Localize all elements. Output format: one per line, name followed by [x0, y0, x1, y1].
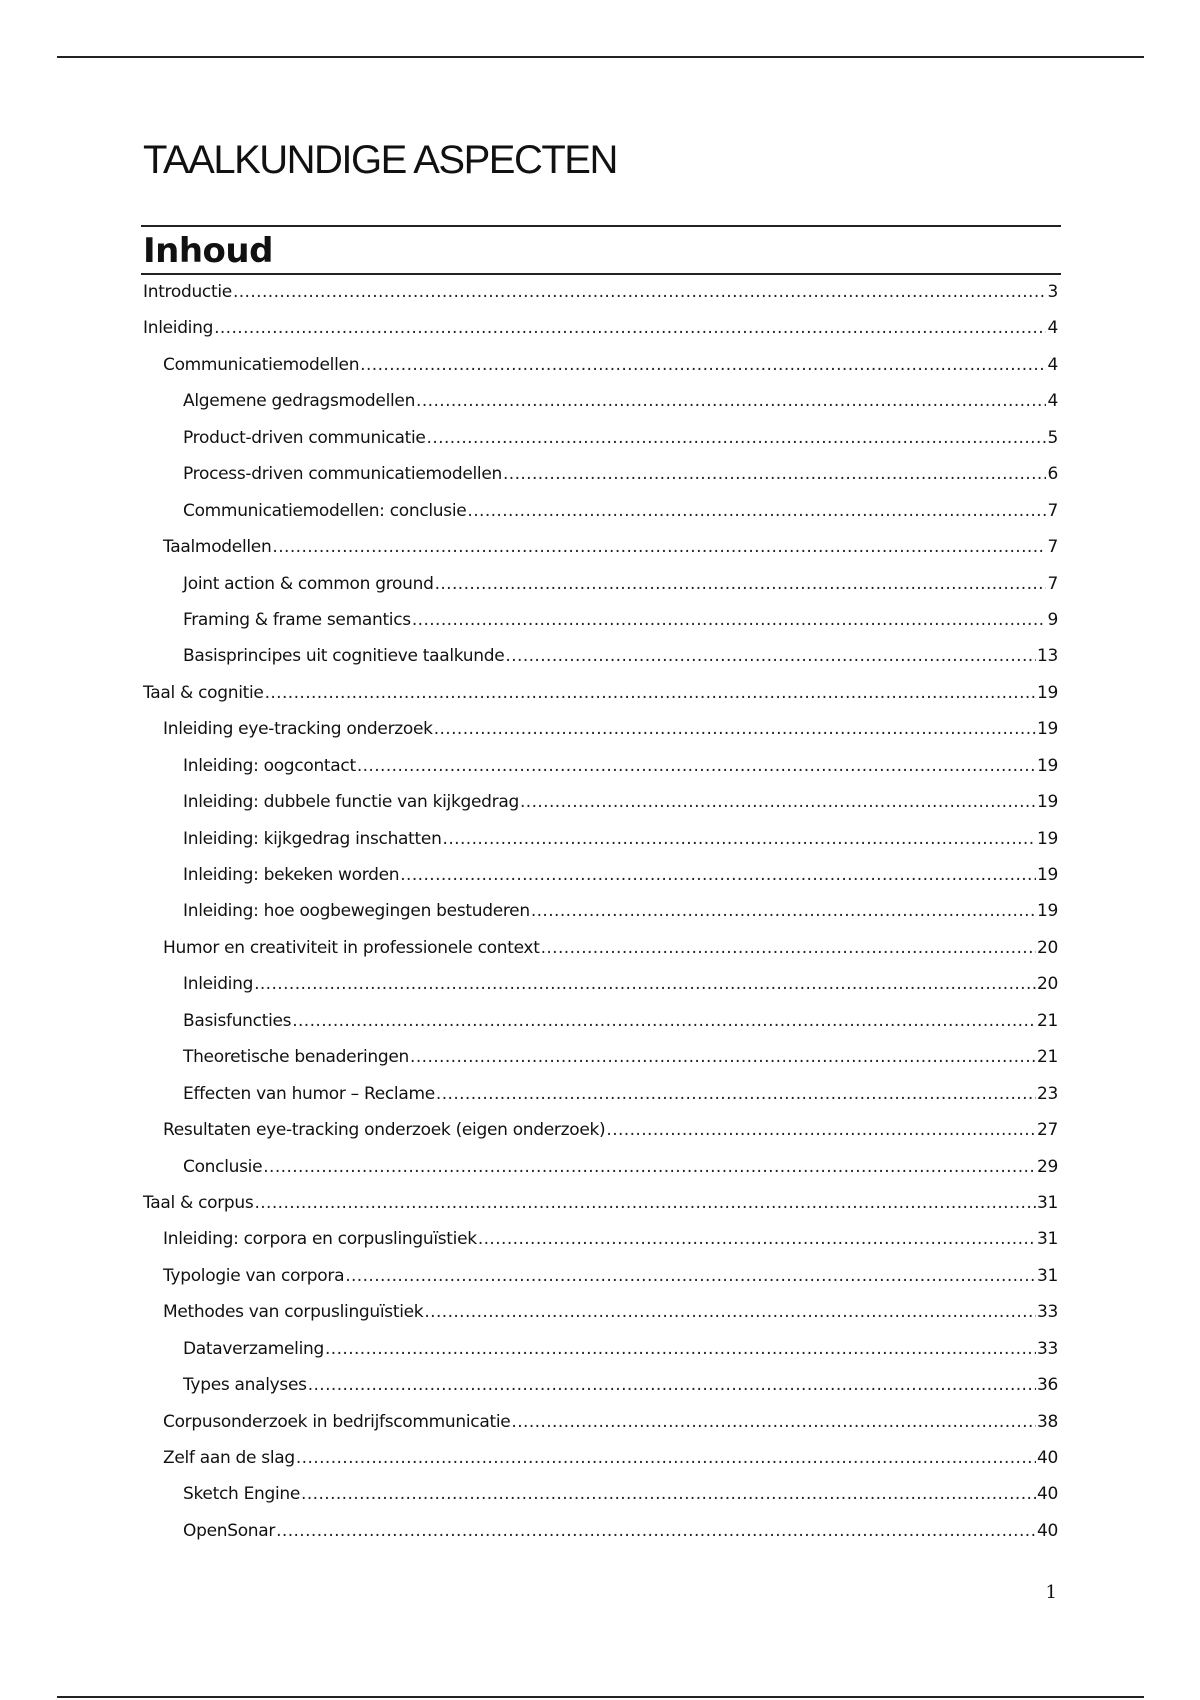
toc-entry-page: 31	[1036, 1192, 1058, 1213]
toc-entry[interactable]	[143, 278, 1058, 314]
toc-dot-leader	[360, 351, 1046, 379]
toc-entry[interactable]	[143, 1080, 1058, 1116]
toc-entry-title: Taal & corpus	[143, 1192, 254, 1213]
toc-entry-title: Inleiding: oogcontact	[183, 755, 356, 776]
toc-entry-title: Inleiding: dubbele functie van kijkgedrag	[183, 792, 519, 813]
toc-dot-leader	[254, 970, 1036, 998]
toc-entry-title: Typologie van corpora	[163, 1265, 345, 1286]
toc-entry-page: 7	[1047, 500, 1058, 521]
toc-entry-page: 4	[1047, 391, 1058, 412]
toc-entry-page: 23	[1036, 1083, 1058, 1104]
toc-dot-leader	[301, 1480, 1036, 1508]
toc-entry[interactable]	[143, 460, 1058, 496]
toc-dot-leader	[263, 1153, 1036, 1181]
page-bottom-rule	[57, 1696, 1144, 1698]
toc-dot-leader	[435, 570, 1047, 598]
toc-entry-title: Inleiding	[143, 318, 214, 339]
toc-dot-leader	[541, 934, 1036, 962]
toc-entry-page: 29	[1036, 1156, 1058, 1177]
toc-entry-title: Conclusie	[183, 1156, 263, 1177]
toc-entry-title: Theoretische benaderingen	[183, 1047, 410, 1068]
toc-entry-title: Humor en creativiteit in professionele context	[163, 937, 540, 958]
toc-entry-title: Communicatiemodellen	[163, 354, 360, 375]
toc-dot-leader	[520, 788, 1036, 816]
toc-dot-leader	[400, 861, 1036, 889]
toc-entry[interactable]	[143, 788, 1058, 824]
toc-entry[interactable]	[143, 1116, 1058, 1152]
toc-entry-title: Corpusonderzoek in bedrijfscommunicatie	[163, 1411, 511, 1432]
toc-entry-page: 7	[1047, 573, 1058, 594]
toc-entry-title: Inleiding	[183, 974, 254, 995]
toc-entry[interactable]	[143, 1298, 1058, 1334]
page-number: 1	[1045, 1582, 1057, 1603]
toc-entry[interactable]	[143, 1517, 1058, 1553]
toc-dot-leader	[434, 715, 1036, 743]
toc-entry-title: Dataverzameling	[183, 1338, 324, 1359]
toc-entry[interactable]	[143, 1043, 1058, 1079]
toc-dot-leader	[272, 533, 1046, 561]
toc-dot-leader	[308, 1371, 1036, 1399]
toc-entry-page: 7	[1047, 537, 1058, 558]
toc-entry-title: Communicatiemodellen: conclusie	[183, 500, 467, 521]
toc-entry-page: 4	[1047, 318, 1058, 339]
toc-entry[interactable]	[143, 497, 1058, 533]
toc-entry-title: Joint action & common ground	[183, 573, 434, 594]
toc-dot-leader	[436, 1080, 1036, 1108]
toc-entry-title: Types analyses	[183, 1375, 307, 1396]
toc-dot-leader	[606, 1116, 1036, 1144]
toc-dot-leader	[505, 642, 1036, 670]
toc-entry[interactable]	[143, 715, 1058, 751]
toc-entry-title: OpenSonar	[183, 1520, 276, 1541]
toc-dot-leader	[357, 752, 1036, 780]
toc-entry[interactable]	[143, 1262, 1058, 1298]
toc-entry-title: Basisprincipes uit cognitieve taalkunde	[183, 646, 505, 667]
toc-entry[interactable]	[143, 533, 1058, 569]
toc-entry-title: Process-driven communicatiemodellen	[183, 464, 502, 485]
toc-entry-page: 19	[1036, 865, 1058, 885]
toc-dot-leader	[254, 1189, 1036, 1217]
toc-entry-page: 3	[1047, 282, 1058, 302]
toc-entry-page: 33	[1036, 1338, 1058, 1359]
toc-dot-leader	[503, 460, 1047, 488]
toc-entry[interactable]	[143, 752, 1058, 788]
toc-entry[interactable]	[143, 1007, 1058, 1043]
toc-entry-title: Resultaten eye-tracking onderzoek (eigen onderzoek)	[163, 1120, 606, 1141]
toc-entry-page: 19	[1036, 755, 1058, 776]
toc-dot-leader	[276, 1517, 1036, 1545]
toc-entry-page: 38	[1036, 1411, 1058, 1432]
toc-entry-page: 21	[1036, 1010, 1058, 1031]
toc-entry-page: 19	[1036, 792, 1058, 813]
toc-entry-title: Inleiding: kijkgedrag inschatten	[183, 828, 442, 849]
toc-entry[interactable]	[143, 679, 1058, 715]
toc-entry-title: Introductie	[143, 282, 232, 302]
toc-entry-title: Inleiding: corpora en corpuslinguïstiek	[163, 1229, 477, 1250]
toc-dot-leader	[325, 1335, 1036, 1363]
toc-entry[interactable]	[143, 934, 1058, 970]
toc-entry-page: 20	[1036, 974, 1058, 995]
toc-entry[interactable]	[143, 970, 1058, 1006]
toc-dot-leader	[424, 1298, 1036, 1326]
toc-entry[interactable]	[143, 1408, 1058, 1444]
toc-dot-leader	[511, 1408, 1036, 1436]
toc-entry-page: 13	[1036, 646, 1058, 667]
table-of-contents	[143, 278, 1058, 1553]
toc-entry-page: 33	[1036, 1302, 1058, 1323]
toc-entry-title: Framing & frame semantics	[183, 609, 411, 630]
toc-dot-leader	[214, 314, 1046, 342]
toc-dot-leader	[345, 1262, 1036, 1290]
toc-entry[interactable]	[143, 1371, 1058, 1407]
toc-entry[interactable]	[143, 424, 1058, 460]
toc-entry[interactable]	[143, 351, 1058, 387]
toc-heading	[141, 225, 1061, 275]
toc-entry[interactable]	[143, 1153, 1058, 1189]
toc-entry-title: Product-driven communicatie	[183, 427, 426, 448]
toc-entry-title: Inleiding: hoe oogbewegingen bestuderen	[183, 901, 530, 922]
toc-entry-title: Inleiding: bekeken worden	[183, 865, 400, 885]
toc-entry[interactable]	[143, 570, 1058, 606]
toc-entry[interactable]	[143, 1480, 1058, 1516]
document-title: TAALKUNDIGE ASPECTEN	[143, 138, 617, 182]
toc-entry[interactable]	[143, 1189, 1058, 1225]
toc-dot-leader	[531, 897, 1036, 925]
toc-entry[interactable]	[143, 1444, 1058, 1480]
toc-entry-page: 31	[1036, 1229, 1058, 1250]
toc-entry-page: 40	[1036, 1448, 1058, 1468]
toc-entry-title: Taal & cognitie	[143, 682, 264, 703]
toc-dot-leader	[265, 679, 1036, 707]
toc-entry[interactable]	[143, 897, 1058, 933]
toc-dot-leader	[296, 1444, 1036, 1472]
toc-entry[interactable]	[143, 606, 1058, 642]
toc-entry-page: 20	[1036, 937, 1058, 958]
toc-dot-leader	[467, 497, 1046, 525]
toc-entry-page: 40	[1036, 1484, 1058, 1505]
toc-dot-leader	[427, 424, 1047, 452]
toc-heading-label: Inhoud	[143, 231, 273, 271]
toc-entry-title: Methodes van corpuslinguïstiek	[163, 1302, 424, 1323]
toc-entry-title: Basisfuncties	[183, 1010, 292, 1031]
toc-entry-title: Taalmodellen	[163, 537, 272, 558]
toc-entry[interactable]	[143, 642, 1058, 678]
toc-entry-title: Sketch Engine	[183, 1484, 301, 1505]
toc-entry[interactable]	[143, 387, 1058, 423]
toc-entry-page: 27	[1036, 1120, 1058, 1141]
toc-entry-page: 5	[1047, 427, 1058, 448]
toc-entry-title: Inleiding eye-tracking onderzoek	[163, 719, 433, 740]
toc-entry-page: 4	[1047, 354, 1058, 375]
toc-entry-page: 40	[1036, 1520, 1058, 1541]
toc-dot-leader	[233, 278, 1047, 306]
toc-entry-page: 6	[1047, 464, 1058, 485]
toc-dot-leader	[478, 1225, 1036, 1253]
toc-entry-title: Algemene gedragsmodellen	[183, 391, 416, 412]
toc-entry-page: 19	[1036, 828, 1058, 849]
toc-entry-page: 21	[1036, 1047, 1058, 1068]
toc-entry-page: 19	[1036, 682, 1058, 703]
toc-entry-title: Effecten van humor – Reclame	[183, 1083, 435, 1104]
toc-entry[interactable]	[143, 1335, 1058, 1371]
toc-entry[interactable]	[143, 1225, 1058, 1261]
toc-entry-page: 31	[1036, 1265, 1058, 1286]
toc-dot-leader	[292, 1007, 1036, 1035]
toc-entry[interactable]	[143, 825, 1058, 861]
toc-dot-leader	[416, 387, 1046, 415]
toc-entry[interactable]	[143, 314, 1058, 350]
toc-entry-page: 19	[1036, 901, 1058, 922]
toc-dot-leader	[412, 606, 1047, 634]
toc-dot-leader	[443, 825, 1036, 853]
toc-dot-leader	[410, 1043, 1036, 1071]
toc-entry-page: 36	[1036, 1375, 1058, 1396]
page-top-rule	[57, 56, 1144, 58]
toc-entry[interactable]	[143, 861, 1058, 897]
toc-entry-page: 19	[1036, 719, 1058, 740]
toc-entry-page: 9	[1047, 609, 1058, 630]
toc-entry-title: Zelf aan de slag	[163, 1448, 295, 1468]
